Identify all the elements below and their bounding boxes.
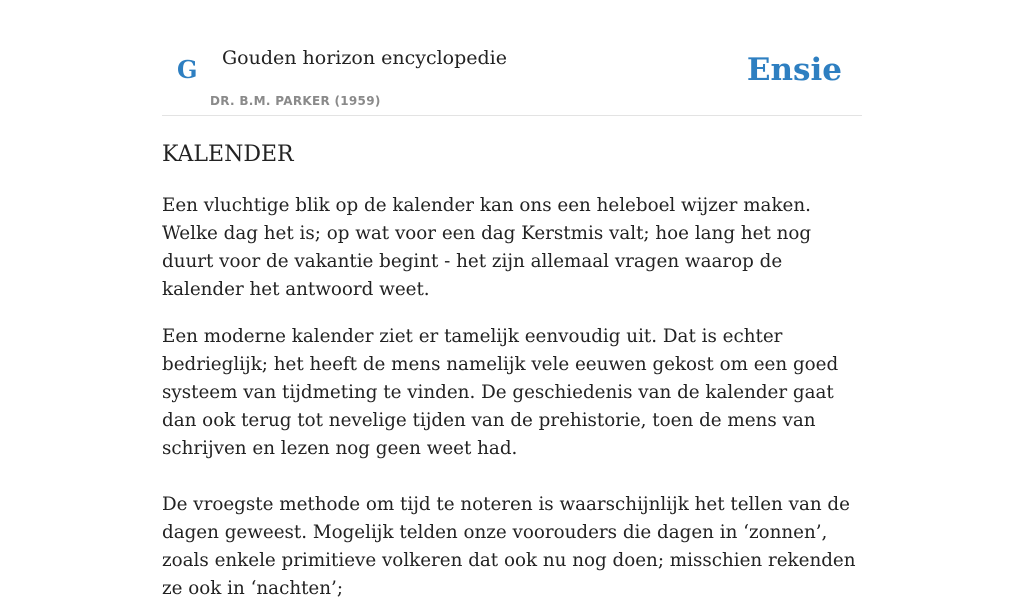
content-column xyxy=(162,0,862,603)
article-paragraph-2: Een moderne kalender ziet er tamelijk eenvoudig uit. Dat is echter bedrieglijk; het heeft de mens namelijk vele eeuwen gekost om een goed systeem van tijdmeting te vinden. De geschiedenis van de kalender gaat dan ook terug tot nevelige tijden van de prehistorie, toen de mens van schrijven en lezen nog geen weet had. xyxy=(162,326,839,459)
article-paragraph-3: De vroegste methode om tijd te noteren is waarschijnlijk het tellen van de dagen geweest. Mogelijk telden onze voorouders die dagen in ‘zonnen’, zoals enkele primitieve volkeren dat ook nu nog doen; misschien rekenden ze ook in ‘nachten’; xyxy=(162,494,856,599)
book-author: DR. B.M. PARKER (1959) xyxy=(210,94,381,108)
book-logo-icon[interactable]: G xyxy=(177,55,198,84)
book-header xyxy=(162,0,862,116)
book-title-link[interactable]: Gouden horizon encyclopedie xyxy=(222,47,507,69)
article-paragraph-1: Een vluchtige blik op de kalender kan ons een heleboel wijzer maken. Welke dag het is; op wat voor een dag Kerstmis valt; hoe lang het nog duurt voor de vakantie begint - het zijn allemaal vragen waarop de kalender het antwoord weet. xyxy=(162,195,812,300)
article-title: KALENDER xyxy=(162,142,294,167)
ensie-logo-link[interactable]: Ensie xyxy=(746,52,842,88)
